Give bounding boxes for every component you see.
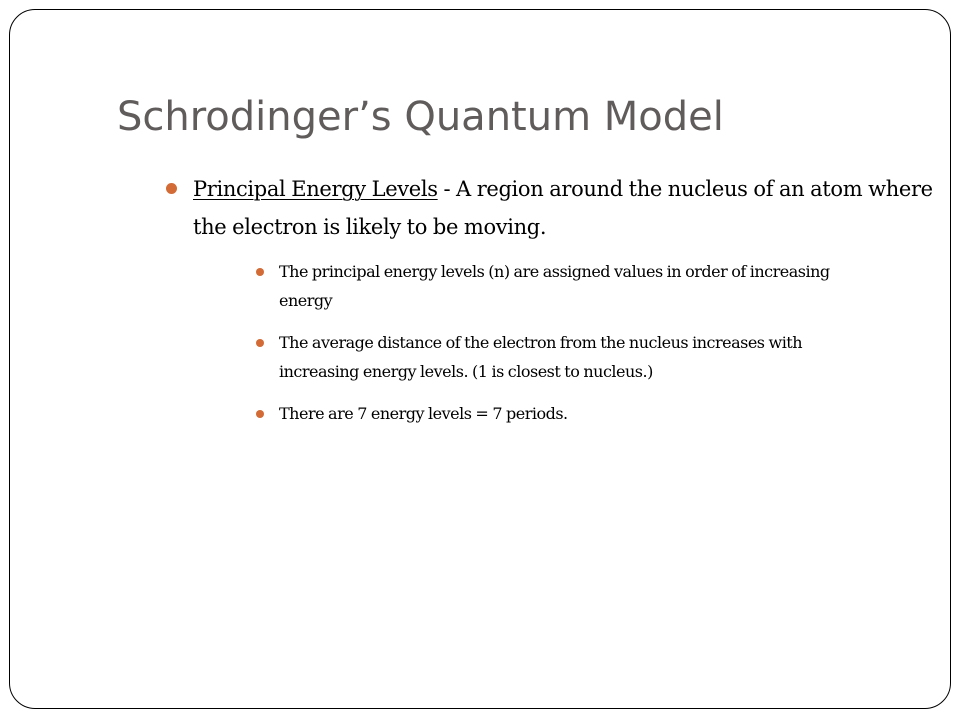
bullet-dot-icon [256, 268, 264, 276]
slide-title: Schrodinger’s Quantum Model [117, 94, 724, 140]
slide-frame [9, 9, 951, 709]
main-bullet [165, 170, 955, 246]
bullet-dot-icon [256, 410, 264, 418]
bullet-dot-icon [256, 339, 264, 347]
sub-bullet-text: There are 7 energy levels = 7 periods. [279, 404, 568, 423]
bullet-definition: - A region around the nucleus of an atom where the electron is likely to be moving. [193, 177, 933, 239]
sub-bullet-text: The principal energy levels (n) are assigned values in order of increasing energy [279, 262, 830, 310]
sub-bullet [279, 399, 874, 428]
sub-bullet-list [165, 257, 874, 428]
sub-bullet [279, 328, 874, 386]
sub-bullet-text: The average distance of the electron from the nucleus increases with increasing energy levels. (1 is closest to nucleus.) [279, 333, 803, 381]
sub-bullet [279, 257, 874, 315]
bullet-term: Principal Energy Levels [193, 177, 438, 201]
slide-content [165, 170, 955, 441]
bullet-dot-icon [166, 183, 177, 194]
